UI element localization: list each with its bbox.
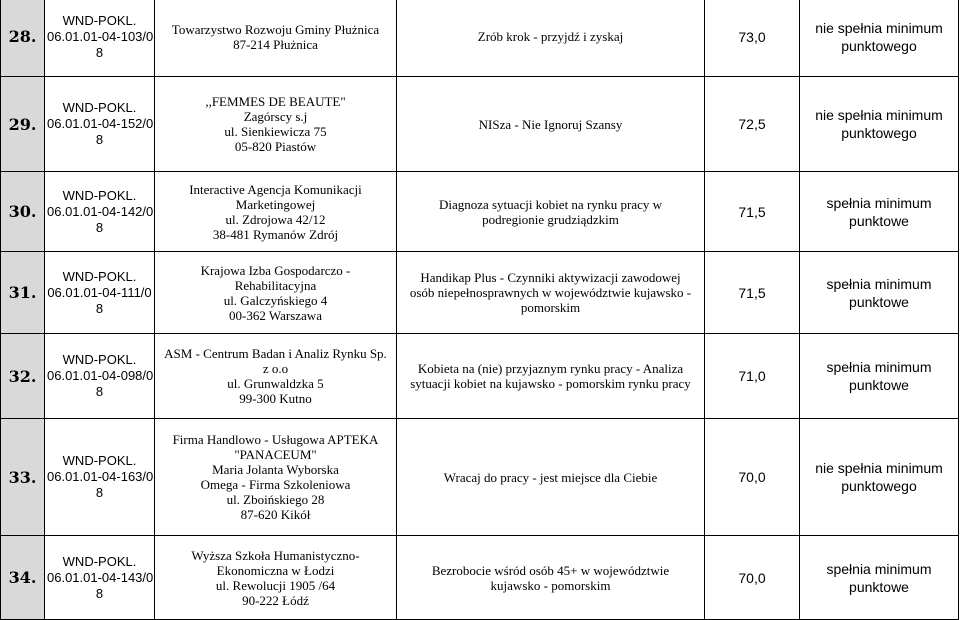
applicant-line: Omega - Firma Szkoleniowa (200, 477, 351, 492)
applicant-line: 87-214 Płużnica (233, 36, 318, 52)
applicant-line: Wyższa Szkoła Humanistyczno- (191, 547, 360, 563)
application-code-line: 06.01.01-04-142/0 (47, 203, 154, 219)
application-code-line: WND-POKL. (62, 553, 137, 569)
status-line: spełnia minimum (826, 275, 932, 292)
status-line: nie spełnia minimum (815, 19, 943, 36)
application-code-line: 06.01.01-04-098/0 (47, 368, 154, 383)
score-value: 72,5 (705, 77, 800, 172)
application-code (45, 77, 155, 172)
application-code-line: WND-POKL. (62, 268, 137, 284)
applicant-name (155, 536, 397, 620)
status-line: punktowego (841, 37, 917, 54)
application-code-line: 06.01.01-04-111/0 (47, 284, 152, 300)
applicant-line: z o.o (262, 361, 289, 376)
status-line: nie spełnia minimum (815, 460, 943, 476)
applicant-line: 05-820 Piastów (234, 139, 317, 154)
score-value: 71,5 (705, 172, 800, 252)
project-title (397, 334, 705, 419)
score-value: 71,0 (705, 334, 800, 419)
table-row (1, 419, 959, 536)
applicant-line: Interactive Agencja Komunikacji (189, 181, 362, 197)
row-number: 34. (1, 536, 45, 620)
applicant-line: 38-481 Rymanów Zdrój (212, 226, 339, 242)
applicant-line: Ekonomiczna w Łodzi (216, 562, 335, 578)
results-table-body (1, 0, 959, 620)
applicant-line: Krajowa Izba Gospodarczo - (200, 262, 351, 278)
status-line: punktowe (849, 293, 909, 310)
applicant-name (155, 172, 397, 252)
applicant-line: "PANACEUM" (234, 447, 317, 462)
score-value: 70,0 (705, 536, 800, 620)
application-code (45, 536, 155, 620)
applicant-line: ul. Rewolucji 1905 /64 (215, 577, 336, 593)
project-title (397, 419, 705, 536)
project-title (397, 0, 705, 77)
score-value: 70,0 (705, 419, 800, 536)
applicant-line: 99-300 Kutno (239, 391, 312, 406)
applicant-line: Maria Jolanta Wyborska (212, 462, 339, 477)
application-code-line: 8 (95, 44, 104, 60)
application-code-line: 06.01.01-04-143/0 (47, 569, 154, 585)
status-text (800, 419, 959, 536)
status-text (800, 172, 959, 252)
application-code-line: WND-POKL. (62, 12, 137, 28)
application-code-line: 06.01.01-04-163/0 (47, 469, 154, 484)
project-title-line: sytuacji kobiet na kujawsko - pomorskim rynku pracy (410, 376, 691, 391)
status-line: nie spełnia minimum (815, 107, 943, 123)
applicant-name (155, 0, 397, 77)
project-title-line: podregionie grudziądzkim (482, 211, 619, 227)
application-code-line: 8 (95, 585, 104, 601)
application-code-line: 06.01.01-04-152/0 (47, 116, 154, 131)
applicant-line: Zagórscy s.j (243, 109, 308, 124)
table-row (1, 334, 959, 419)
application-code-line: 8 (95, 300, 104, 316)
applicant-line: ul. Sienkiewicza 75 (224, 124, 327, 139)
row-number: 33. (1, 419, 45, 536)
project-title-line: osób niepełnosprawnych w województwie kujawsko - (409, 285, 692, 300)
status-text (800, 77, 959, 172)
status-text (800, 536, 959, 620)
application-code-line: 8 (95, 384, 104, 399)
application-code-line: 8 (95, 219, 104, 235)
row-number: 30. (1, 172, 45, 252)
application-code (45, 0, 155, 77)
application-code-line: WND-POKL. (62, 352, 137, 367)
table-row (1, 0, 959, 77)
project-title-line: kujawsko - pomorskim (490, 577, 611, 593)
table-row (1, 172, 959, 252)
status-line: spełnia minimum (826, 194, 932, 211)
project-title (397, 77, 705, 172)
status-line: punktowe (849, 377, 909, 393)
applicant-line: 00-362 Warszawa (229, 307, 322, 323)
applicant-line: ul. Grunwaldzka 5 (227, 376, 324, 391)
applicant-line: Firma Handlowo - Usługowa APTEKA (172, 432, 379, 447)
project-title (397, 172, 705, 252)
applicant-line: Marketingowej (235, 196, 316, 212)
project-title (397, 252, 705, 334)
applicant-line: ul. Zboińskiego 28 (226, 492, 325, 507)
applicant-name (155, 77, 397, 172)
project-title-line: Kobieta na (nie) przyjaznym rynku pracy - Analiza (417, 361, 684, 376)
project-title-line: pomorskim (520, 300, 581, 315)
application-code (45, 252, 155, 334)
application-code-line: WND-POKL. (62, 100, 137, 115)
project-title-line: Zrób krok - przyjdź i zyskaj (477, 29, 624, 44)
application-code-line: 8 (95, 485, 104, 500)
project-title-line: Wracaj do pracy - jest miejsce dla Ciebie (443, 469, 658, 485)
status-line: spełnia minimum (826, 359, 932, 375)
applicant-line: Rehabilitacyjna (234, 277, 317, 293)
applicant-name (155, 334, 397, 419)
row-number: 32. (1, 334, 45, 419)
project-title-line: Diagnoza sytuacji kobiet na rynku pracy w (438, 196, 663, 212)
applicant-line: ul. Galczyńskiego 4 (223, 292, 328, 308)
applicant-line: ASM - Centrum Badan i Analiz Rynku Sp. (164, 346, 387, 361)
application-code-line: 06.01.01-04-103/0 (47, 28, 154, 44)
table-row (1, 252, 959, 334)
row-number: 29. (1, 77, 45, 172)
row-number: 31. (1, 252, 45, 334)
applicant-line: 90-222 Łódź (242, 592, 309, 608)
application-code-line: WND-POKL. (62, 187, 137, 203)
status-line: punktowego (841, 125, 917, 141)
status-line: punktowe (849, 212, 909, 229)
applicant-line: 87-620 Kikół (240, 507, 311, 522)
project-title-line: Bezrobocie wśród osób 45+ w województwie (431, 562, 670, 578)
status-text (800, 0, 959, 77)
status-text (800, 334, 959, 419)
application-code (45, 419, 155, 536)
applicant-name (155, 419, 397, 536)
application-code-line: 8 (95, 132, 104, 147)
applicant-name (155, 252, 397, 334)
applicant-line: ,,FEMMES DE BEAUTE" (205, 94, 346, 109)
score-value: 73,0 (705, 0, 800, 77)
row-number: 28. (1, 0, 45, 77)
applicant-line: ul. Zdrojowa 42/12 (225, 211, 326, 227)
application-code-line: WND-POKL. (62, 453, 137, 468)
table-row (1, 77, 959, 172)
project-title-line: NISza - Nie Ignoruj Szansy (478, 116, 623, 132)
project-title (397, 536, 705, 620)
table-row (1, 536, 959, 620)
application-code (45, 334, 155, 419)
status-text (800, 252, 959, 334)
status-line: punktowe (849, 578, 909, 595)
project-title-line: Handikap Plus - Czynniki aktywizacji zawodowej (420, 270, 681, 285)
status-line: spełnia minimum (826, 560, 932, 577)
applicant-line: Towarzystwo Rozwoju Gminy Płużnica (171, 21, 380, 37)
score-value: 71,5 (705, 252, 800, 334)
application-code (45, 172, 155, 252)
status-line: punktowego (841, 478, 917, 494)
